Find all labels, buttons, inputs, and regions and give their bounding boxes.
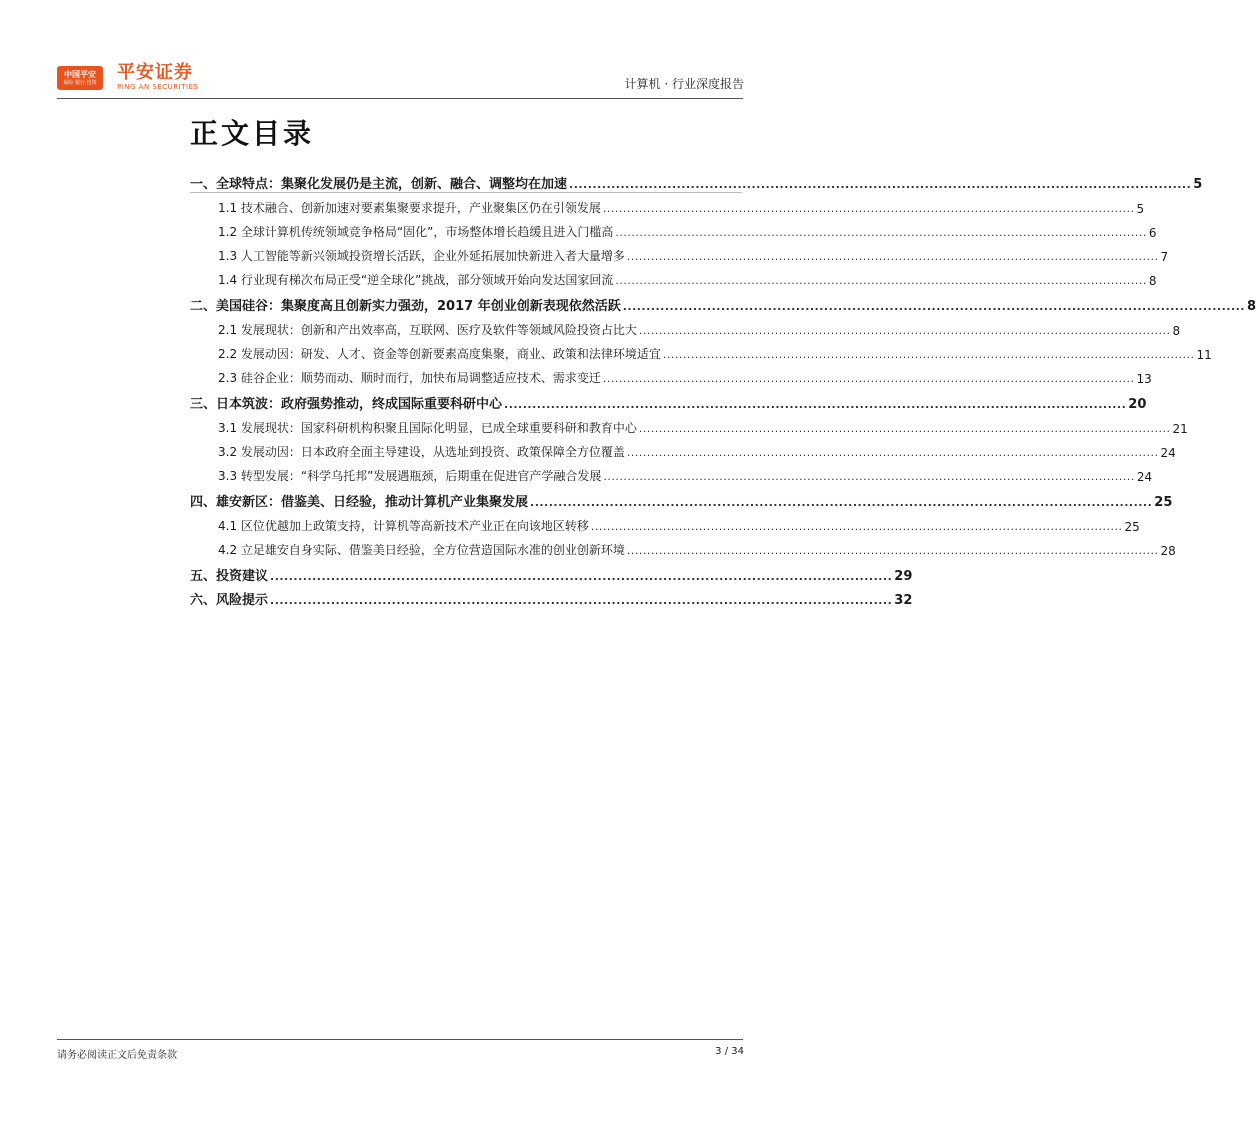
toc-leader-dots: ..................................................................................................................................... [504,398,1127,411]
toc-entry-page: 25 [1124,520,1140,534]
toc-entry-text: 二、美国硅谷：集聚度高且创新实力强劲，2017 年创业创新表现依然活跃 [190,299,621,314]
toc-entry-text: 1.1 技术融合、创新加速对要素集聚要求提升，产业聚集区仍在引领发展 [218,201,601,215]
toc-entry-page: 11 [1196,348,1212,362]
header-divider [57,98,743,99]
toc-leader-dots: ..................................................................................................................................... [602,202,1135,215]
toc-leader-dots: ..................................................................................................................................... [569,178,1192,191]
toc-leader-dots: ..................................................................................................................................... [626,250,1159,263]
toc-entry-page: 8 [1247,299,1256,314]
toc-leader-dots: ..................................................................................................................................... [662,348,1195,361]
toc-entry-page: 24 [1136,470,1153,484]
toc-entry-text: 一、全球特点：集聚化发展仍是主流，创新、融合、调整均在加速 [190,177,568,192]
toc-entry-page: 32 [894,593,913,608]
toc-entry-1-3[interactable] [190,242,1169,264]
brand-name-en: PING AN SECURITIES [117,83,199,91]
toc-entry-text: 五、投资建议 [190,569,269,584]
disclaimer-note: 请务必阅读正文后免责条款 [57,1050,177,1061]
toc-entry-3[interactable] [190,390,1147,412]
toc-leader-dots: ..................................................................................................................................... [270,594,893,607]
toc-leader-dots: ..................................................................................................................................... [638,324,1171,337]
toc-entry-1-2[interactable] [190,218,1157,240]
toc-entry-text: 4.1 区位优越加上政策支持，计算机等高新技术产业正在向该地区转移 [218,519,589,533]
toc-entry-page: 29 [894,569,913,584]
toc-entry-2[interactable] [190,292,1256,314]
toc-entry-text: 三、日本筑波：政府强势推动，终成国际重要科研中心 [190,397,503,412]
toc-entry-3-1[interactable] [190,414,1188,436]
toc-entry-4-1[interactable] [190,512,1140,534]
toc-entry-page: 8 [1172,324,1181,338]
toc-entry-page: 25 [1154,495,1173,510]
page-title: 正文目录 [190,117,315,150]
toc-entry-1-4[interactable] [190,266,1157,288]
toc-leader-dots: ..................................................................................................................................... [615,226,1147,239]
toc-leader-dots: ..................................................................................................................................... [603,470,1135,483]
toc-leader-dots: ..................................................................................................................................... [622,300,1245,313]
toc-leader-dots: ..................................................................................................................................... [638,422,1171,435]
toc-entry-page: 6 [1148,226,1157,240]
toc-leader-dots: ..................................................................................................................................... [590,520,1123,533]
toc-entry-3-2[interactable] [190,438,1176,460]
toc-entry-text: 1.4 行业现有梯次布局正受“逆全球化”挑战，部分领域开始向发达国家回流 [218,273,614,287]
toc-entry-page: 21 [1172,422,1188,436]
toc-entry-text: 1.3 人工智能等新兴领域投资增长活跃，企业外延拓展加快新进入者大量增多 [218,249,625,263]
toc-entry-5[interactable] [190,562,913,584]
toc-entry-text: 3.2 发展动因：日本政府全面主导建设，从选址到投资、政策保障全方位覆盖 [218,445,625,459]
toc-entry-page: 5 [1136,202,1145,216]
toc-entry-text: 3.3 转型发展：“科学乌托邦”发展遇瓶颈，后期重在促进官产学融合发展 [218,469,602,483]
toc-entry-4[interactable] [190,488,1173,510]
toc-entry-page: 13 [1136,372,1152,386]
toc-entry-1[interactable] [190,170,1203,192]
toc-entry-4-2[interactable] [190,536,1176,558]
title-divider [190,192,742,193]
toc-leader-dots: ..................................................................................................................................... [602,372,1135,385]
toc-entry-2-3[interactable] [190,364,1152,386]
toc-leader-dots: ..................................................................................................................................... [626,446,1159,459]
toc-entry-page: 7 [1160,250,1169,264]
toc-entry-3-3[interactable] [190,462,1153,484]
toc-entry-text: 2.1 发展现状：创新和产出效率高，互联网、医疗及软件等领域风险投资占比大 [218,323,637,337]
toc-leader-dots: ..................................................................................................................................... [615,274,1147,287]
toc-entry-text: 2.3 硅谷企业：顺势而动、顺时而行，加快布局调整适应技术、需求变迁 [218,371,601,385]
toc-entry-text: 六、风险提示 [190,593,269,608]
toc-leader-dots: ..................................................................................................................................... [626,544,1159,557]
toc-entry-page: 8 [1148,274,1157,288]
toc-leader-dots: ..................................................................................................................................... [270,570,893,583]
brand-logo [117,63,198,92]
toc-entry-text: 4.2 立足雄安自身实际、借鉴美日经验，全方位营造国际水准的创业创新环境 [218,543,625,557]
toc-entry-6[interactable] [190,586,913,608]
toc-leader-dots: ..................................................................................................................................... [530,496,1153,509]
page-header [0,0,800,100]
toc-entry-text: 1.2 全球计算机传统领域竞争格局“固化”，市场整体增长趋缓且进入门槛高 [218,225,614,239]
toc-entry-page: 20 [1128,397,1147,412]
toc-entry-text: 3.1 发展现状：国家科研机构积聚且国际化明显，已成全球重要科研和教育中心 [218,421,637,435]
footer-divider [57,1039,743,1040]
toc-entry-text: 四、雄安新区：借鉴美、日经验，推动计算机产业集聚发展 [190,495,529,510]
ping-an-group-logo [57,66,103,90]
logo-line2: 保险·银行·投资 [63,79,97,86]
logo-line1: 中国平安 [64,69,96,79]
brand-name-cn: 平安证券 [117,62,193,83]
toc-entry-2-1[interactable] [190,316,1181,338]
toc-entry-1-1[interactable] [190,194,1145,216]
report-type: 计算机 · 行业深度报告 [624,77,744,91]
toc-entry-text: 2.2 发展动因：研发、人才、资金等创新要素高度集聚，商业、政策和法律环境适宜 [218,347,661,361]
toc-entry-page: 24 [1160,446,1176,460]
toc-entry-2-2[interactable] [190,340,1212,362]
toc-entry-page: 28 [1160,544,1176,558]
page-number: 3 / 34 [715,1046,744,1057]
toc-entry-page: 5 [1193,177,1203,192]
